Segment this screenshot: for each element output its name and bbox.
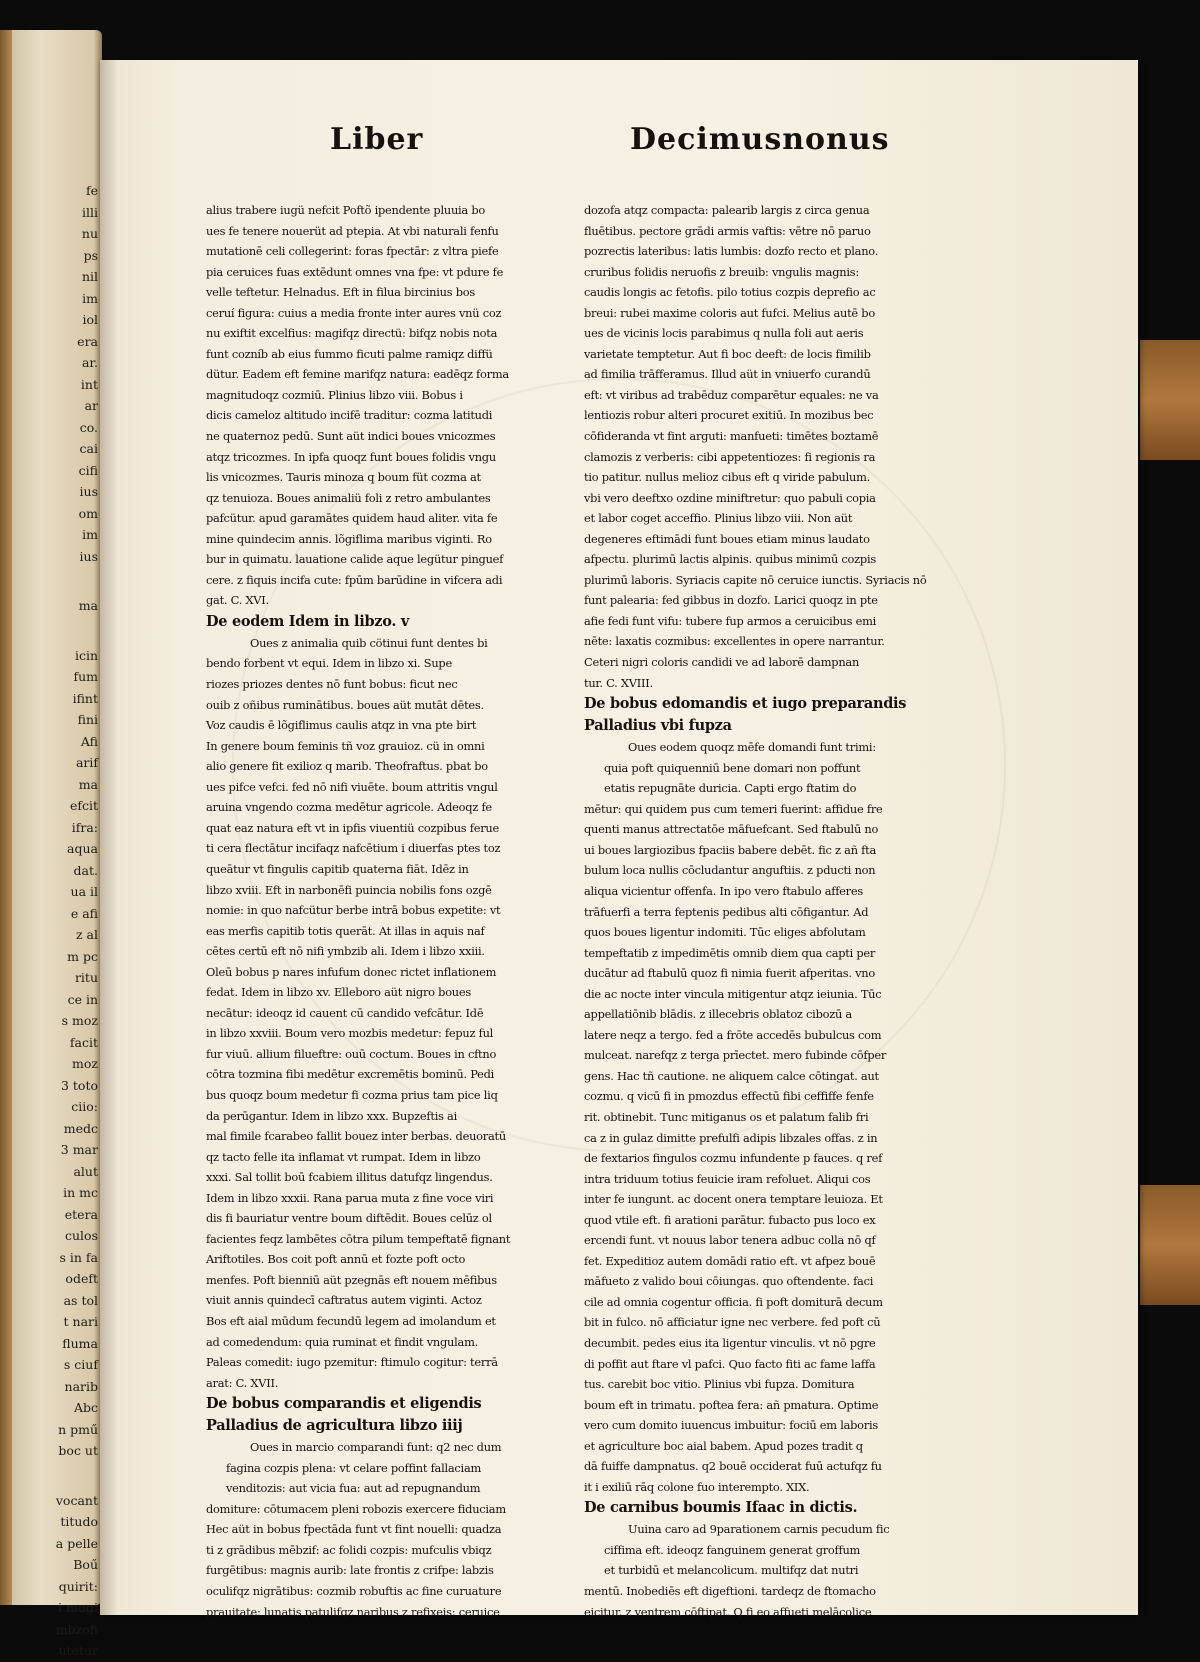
text-line: bendo forbent vt equi. Idem in libzo xi. Supe xyxy=(206,656,452,671)
text-line: afie fedi funt vifu: tubere fup armos a ceruicibus emi xyxy=(584,613,877,628)
text-line: cile ad omnia cogentur officia. fi poft domiturā decum xyxy=(584,1294,883,1309)
left-page-fragment: cifi xyxy=(78,462,98,478)
text-line: fluētibus. pectore grādi armis vaftis: vētre nō paruo xyxy=(584,223,871,238)
text-line: facientes feqz lambētes cōtra pilum tempeftatē fignant xyxy=(206,1231,511,1246)
text-line: cētes certū eft nō nifi ymbzib ali. Idem i libzo xxiii. xyxy=(206,944,485,959)
left-page-fragment: era xyxy=(77,333,98,349)
text-line: cruribus folidis neruofis z breuib: vngulis magnis: xyxy=(584,264,859,279)
text-line: vbi vero deeftxo ozdine miniftretur: quo pabuli copia xyxy=(584,490,876,505)
text-line: domiture: cōtumacem pleni robozis exercere fiduciam xyxy=(206,1501,506,1516)
text-line: quia poft quiquenniū bene domari non poffunt xyxy=(604,760,861,775)
text-line: breui: rubei maxime coloris aut fufci. Melius autē bo xyxy=(584,305,875,320)
text-line: fet. Expeditioz autem domādi ratio eft. vt afpez bouē xyxy=(584,1253,876,1268)
text-line: aruina vngendo cozma medētur agricole. Adeoqz fe xyxy=(206,800,492,815)
left-page-text-fragments xyxy=(6,180,98,1662)
left-page-fragment: t nari xyxy=(63,1314,98,1329)
left-page-fragment: fe xyxy=(85,183,98,198)
text-line: inter fe iungunt. ac docent onera temptare leuioza. Et xyxy=(584,1192,883,1207)
left-page-fragment: mbzofi xyxy=(55,1621,98,1637)
text-line: Paleas comedit: iugo pzemitur: ftimulo cogitur: terrā xyxy=(206,1355,498,1370)
text-line: funt palearia: fed gibbus in dozfo. Larici quoqz in pte xyxy=(584,593,878,608)
text-line: In genere boum feminis tñ voz grauioz. cü in omni xyxy=(206,738,485,753)
left-page-fragment: Abc xyxy=(73,1400,98,1415)
text-line: caudis longis ac fetofis. pilo totius cozpis deprefio ac xyxy=(584,285,876,300)
running-head-right: Decimusnonus xyxy=(630,122,890,157)
text-line: ouib z oñibus ruminātibus. boues aüt mutāt dētes. xyxy=(206,697,484,712)
left-page-fragment: s moz xyxy=(61,1013,98,1028)
text-line: bulum loca nullis cōcludantur anguftiis. z pducti non xyxy=(584,863,876,878)
left-page-fragment: efcit xyxy=(69,798,98,813)
text-line: ducātur ad ftabulū quoz fi nimia fuerit afperitas. vno xyxy=(584,966,876,981)
text-line: clamozis z verberis: cibi appetentiozes: fi regionis ra xyxy=(584,449,876,464)
text-line: fagina cozpis plena: vt celare poffint fallaciam xyxy=(226,1460,482,1475)
left-page-fragment: ma xyxy=(78,776,98,792)
text-line: mutationē celi collegerint: foras fpectār: z vltra piefe xyxy=(206,244,499,259)
text-line: queātur vt fingulis capitib quaterna fiāt. Idēz in xyxy=(206,861,469,876)
left-page-fragment: a pelle xyxy=(55,1535,98,1551)
text-line: eft: vt viribus ad trabēduz comparētur equales: ne va xyxy=(584,387,879,402)
left-page-fragment xyxy=(6,1462,98,1490)
text-line: latere neqz a tergo. fed a frōte accedēs bubulcus com xyxy=(584,1027,882,1042)
left-page-fragment: im xyxy=(82,290,98,306)
left-page-fragment: ius xyxy=(79,484,98,499)
left-page-fragment: ius xyxy=(79,548,98,564)
text-line: Oues eodem quoqz mēfe domandi funt trimi: xyxy=(628,740,876,755)
text-line: bur in quimatu. lauatione calide aque legütur pinguef xyxy=(206,552,504,567)
text-line: etatis repugnāte duricia. Capti ergo ftatim do xyxy=(604,781,857,796)
left-page-fragment: z al xyxy=(75,927,98,942)
text-line: decumbit. pedes eius ita ligentur vinculis. vt nō pgre xyxy=(584,1335,876,1350)
text-line: magnitudoqz cozmiū. Plinius libzo viii. Bobus i xyxy=(206,387,463,402)
left-page-fragment: etera xyxy=(64,1206,98,1222)
left-page-fragment: ifint xyxy=(72,690,98,706)
text-line: necātur: ideoqz id cauent cū candido vefcātur. Idē xyxy=(206,1005,484,1020)
printed-page xyxy=(100,60,1138,1619)
text-line: venditozis: aut vicia fua: aut ad repugnandum xyxy=(226,1481,481,1496)
text-line: mal fimile fcarabeo fallit bouez inter berbas. deuoratū xyxy=(206,1129,506,1144)
text-line: nu exiftit excelfius: magifqz directü: bifqz nobis nota xyxy=(206,326,498,341)
text-line: ues fe tenere nouerüt ad ptepia. At vbi naturali fenfu xyxy=(206,223,499,238)
left-page-fragment: medc xyxy=(63,1120,98,1136)
left-page-fragment: dat. xyxy=(73,862,98,878)
text-line: Oues in marcio comparandi funt: q2 nec dum xyxy=(250,1440,502,1455)
left-page-fragment: ua il xyxy=(70,884,98,899)
left-page-fragment: nil xyxy=(81,269,98,284)
text-line: cōfideranda vt fint arguti: manfueti: timētes boztamē xyxy=(584,429,879,444)
text-line: Oues z animalia quib cötinui funt dentes bi xyxy=(250,635,488,650)
text-line: et agriculture boc aial babem. Apud pozes tradit q xyxy=(584,1438,863,1453)
left-page-fragment: facit xyxy=(69,1034,98,1050)
text-line: di poffit aut ftare vl pafci. Quo facto fiti ac fame laffa xyxy=(584,1356,876,1371)
text-line: appellatiōnib blādis. z illecebris oblatoz cibozū a xyxy=(584,1007,852,1022)
left-page-fragment: quirit: xyxy=(58,1578,98,1594)
left-page-fragment: s ciuf xyxy=(63,1357,98,1372)
text-line: cozmu. q vicū fi in pmozdus effectū fibi ceffiffe fenfe xyxy=(584,1089,874,1104)
left-page-fragment: odeft xyxy=(65,1271,98,1286)
text-line: quenti manus attrectatōe māfuefcant. Sed ftabulū no xyxy=(584,822,879,837)
text-line: de fextarios fingulos cozmu infundente p fauces. q ref xyxy=(584,1151,883,1166)
text-line: vero cum domito iuuencus imbuitur: fociū em laboris xyxy=(584,1418,878,1433)
text-line: intra triduum totius feuicie iram refoluet. Aliqui cos xyxy=(584,1171,871,1186)
left-page-fragment: s in fa xyxy=(59,1249,98,1265)
text-line: nomie: in quo nafcütur berbe intrā bobus expetite: vt xyxy=(206,903,501,918)
left-page-fragment: cai xyxy=(79,441,98,456)
text-line: bit in fulco. nō afficiatur igne nec verbere. fed poft cū xyxy=(584,1315,881,1330)
left-page-fragment: aqua xyxy=(67,841,98,856)
left-page-fragment: m pc xyxy=(67,948,98,964)
text-line: cere. z fiquis incifa cute: fpūm barūdine in vifcera adi xyxy=(206,572,503,587)
text-line: Idem in libzo xxxii. Rana parua muta z fine voce viri xyxy=(206,1190,494,1205)
left-page-fragment: ciio: xyxy=(71,1099,98,1114)
left-page-fragment: as tol xyxy=(63,1292,98,1308)
text-line: furgētibus: magnis aurib: late frontis z crifpe: labzis xyxy=(206,1563,494,1578)
left-page-fragment: e afi xyxy=(70,905,98,921)
running-head-left: Liber xyxy=(330,122,424,157)
left-page-fragment: co. xyxy=(79,419,98,435)
text-line: ne quaternoz pedū. Sunt aüt indici boues vnicozmes xyxy=(206,429,496,444)
text-line: Hec aüt in bobus fpectāda funt vt fint nouelli: quadza xyxy=(206,1522,502,1537)
left-page-fragment: ar. xyxy=(81,355,98,370)
text-line: ues de vicinis locis parabimus q nulla foli aut aeris xyxy=(584,326,864,341)
text-line: mētur: qui quidem pus cum temeri fuerint: affidue fre xyxy=(584,801,883,816)
text-line: die ac nocte inter vincula mitigentur atqz ieiunia. Tūc xyxy=(584,986,882,1001)
left-page-fragment: icin xyxy=(74,647,98,663)
left-page-fragment: n pmű xyxy=(58,1421,98,1437)
text-line: gens. Hac tñ cautione. ne aliquem calce cōtingat. aut xyxy=(584,1068,879,1083)
text-line: rit. obtinebit. Tunc mitiganus os et palatum falib fri xyxy=(584,1109,869,1124)
text-line: aliqua vicientur offenfa. In ipo vero ftabulo afferes xyxy=(584,883,863,898)
left-page-fragment: iol xyxy=(82,312,98,327)
text-line: quat eaz natura eft vt in ipfis viuentiü cozpibus ferue xyxy=(206,820,499,835)
text-line: qz tenuioza. Boues animaliü foli z retro ambulantes xyxy=(206,490,491,505)
left-page-fragment xyxy=(6,617,98,645)
left-page-fragment: om xyxy=(78,505,98,521)
binding-tab-upper xyxy=(1140,340,1200,460)
text-column-right xyxy=(584,200,927,1622)
text-line: oculifqz nigrātibus: cozmib robuftis ac fine curuature xyxy=(206,1584,502,1598)
text-line: pozrectis lateribus: latis lumbis: dozfo recto et plano. xyxy=(584,244,879,259)
text-line: da perūgantur. Idem in libzo xxx. Bupzeftis ai xyxy=(206,1108,457,1123)
text-line: in libzo xxviii. Boum vero mozbis medetur: fepuz ful xyxy=(206,1026,494,1041)
left-page-fragment: ifra: xyxy=(71,819,98,835)
binding-tab-lower xyxy=(1140,1185,1200,1305)
text-line: pafcütur. apud garamātes quidem haud aliter. vita fe xyxy=(206,511,498,526)
section-heading: Palladius de agricultura libzo iiij xyxy=(206,1417,463,1435)
text-line: dütur. Eadem eft femine marifqz natura: eadēqz forma xyxy=(206,367,509,382)
text-line: Ceteri nigri coloris candidi ve ad laborē dampnan xyxy=(584,655,860,670)
text-line: Uuina caro ad 9parationem carnis pecudum fic xyxy=(628,1522,890,1537)
text-line: quos boues ligentur indomiti. Tūc eliges abfolutam xyxy=(584,925,866,940)
left-page-fragment: ce in xyxy=(67,991,98,1007)
text-line: quod vtile eft. fi arationi parātur. fubacto pus loco ex xyxy=(584,1212,876,1227)
left-page-fragment: int xyxy=(80,376,98,392)
text-line: ti z grādibus mēbzif: ac folidi cozpis: mufculis vbiqz xyxy=(206,1542,492,1557)
left-page-fragment: i mugi xyxy=(58,1600,98,1615)
text-line: menfes. Poft bienniū aüt pzegnās eft nouem mēfibus xyxy=(206,1272,497,1287)
text-line: ceruí figura: cuius a media fronte inter aures vnü coz xyxy=(206,305,502,320)
text-line: dozofa atqz compacta: palearib largis z circa genua xyxy=(584,203,870,217)
text-line: ti cera flectātur incifaqz nafcētium i diuerfas ptes toz xyxy=(206,841,501,856)
text-line: ad fimilia trāfferamus. Illud aüt in vniuerfo curandū xyxy=(584,367,871,382)
left-page-fragment: boc ut xyxy=(58,1443,98,1458)
left-page-fragment: ar xyxy=(84,398,98,413)
section-heading: De bobus comparandis et eligendis xyxy=(206,1395,482,1413)
text-line: varietate temptetur. Aut fi boc deeft: de locis fimilib xyxy=(584,346,871,361)
left-page-fragment: in mc xyxy=(63,1185,98,1200)
text-line: mulceat. narefqz z terga prīectet. mero fubinde cōfper xyxy=(584,1048,887,1063)
text-line: ca z in gulaz dimitte prefulfi adipis libzales offas. z in xyxy=(584,1130,878,1145)
left-page-fragment: Afi xyxy=(80,733,98,749)
left-page-fragment: moz xyxy=(72,1056,98,1071)
section-heading: De eodem Idem in libzo. v xyxy=(206,612,409,630)
text-line: et turbidū et melancolicum. multifqz dat nutri xyxy=(604,1563,859,1578)
text-line: ad comedendum: quia ruminat et findit vngulam. xyxy=(206,1334,478,1349)
text-line: tio patitur. nullus melioz cibus eft q viride pabulum. xyxy=(584,470,871,485)
section-heading: De carnibus boumis Ifaac in dictis. xyxy=(584,1499,858,1517)
text-line: pia ceruices fuas extēdunt omnes vna fpe: vt pdure fe xyxy=(206,264,504,279)
text-line: eas merfis capitib totis querāt. At illas in aquis naf xyxy=(206,923,485,938)
text-line: atqz tricozmes. In ipfa quoqz funt boues folidis vngu xyxy=(206,449,496,464)
text-line: dis fi bauriatur ventre boum diftēdit. Boues celūz ol xyxy=(206,1211,492,1226)
left-page-fragment: fini xyxy=(77,712,98,727)
text-line: boum eft in trimatu. poftea fera: añ pmatura. Optime xyxy=(584,1397,879,1412)
left-page-fragment: ps xyxy=(83,247,98,263)
text-line: et labor coget acceffio. Plinius libzo viii. Non aüt xyxy=(584,511,853,526)
left-page-fragment: vocant xyxy=(55,1492,98,1508)
text-line: velle teftetur. Helnadus. Eft in filua bircinius bos xyxy=(206,285,475,300)
text-line: dā fuiffe dampnatus. q2 bouē occiderat fuū actufqz fu xyxy=(584,1459,882,1474)
section-heading: Palladius vbi fupza xyxy=(584,717,732,735)
text-line: eicitur. z ventrem cōftipat. Q fi eo affueti melācolice xyxy=(584,1604,872,1619)
text-line: arat: C. XVII. xyxy=(206,1375,279,1390)
text-line: tur. C. XVIII. xyxy=(584,675,653,690)
left-page-fragment: culos xyxy=(65,1228,98,1243)
text-line: Ariftotiles. Bos coit poft annū et fozte poft octo xyxy=(206,1252,466,1267)
text-line: lis vnicozmes. Tauris minoza q boum füt cozma at xyxy=(206,470,481,485)
text-line: mentū. Inobediēs eft digeftioni. tardeqz de ftomacho xyxy=(584,1584,876,1598)
text-line: gat. C. XVI. xyxy=(206,593,269,608)
left-page-fragment: utetur xyxy=(58,1643,98,1658)
left-page-fragment: alut xyxy=(73,1163,98,1179)
text-line: dicis cameloz altitudo incifē traditur: cozma latitudi xyxy=(206,408,493,423)
text-line: alio genere fit exilioz q marib. Theofraftus. pbat bo xyxy=(206,759,488,774)
text-line: ues pifce vefci. fed nō nifi viuēte. boum attritis vngul xyxy=(206,779,498,794)
text-line: ciffima eft. ideoqz fanguinem generat groffum xyxy=(604,1542,861,1557)
text-line: viuit annis quindecī caftratus autem viginti. Actoz xyxy=(206,1293,482,1308)
text-line: prauitate: lunatis patulifqz naribus z refixeis: ceruice xyxy=(206,1604,500,1619)
text-line: māfueto z valido boui cōiungas. quo oftendente. faci xyxy=(584,1274,874,1289)
left-page-fragment: ritu xyxy=(74,970,98,985)
left-page-fragment: arif xyxy=(75,755,98,770)
text-line: alius trabere iugü nefcit Poftõ ipendente pluuia bo xyxy=(206,203,485,217)
left-page-fragment: illi xyxy=(82,204,98,220)
text-line: ercendi funt. vt nouus labor tenera adbuc colla nō qf xyxy=(584,1233,876,1248)
text-line: qz tacto felle ita inflamat vt rumpat. Idem in libzo xyxy=(206,1149,481,1164)
left-page-fragment: fluma xyxy=(62,1335,98,1351)
left-page-fragment: 3 mar xyxy=(60,1142,98,1157)
text-line: plurimū laboris. Syriacis capite nō ceruice iunctis. Syriacis nō xyxy=(584,572,927,587)
text-line: nēte: laxatis cozmibus: excellentes in opere narrantur. xyxy=(584,634,885,649)
text-line: ui boues largiozibus fpaciis babere debēt. fic z añ fta xyxy=(584,842,877,857)
text-line: riozes priozes dentes nō funt bobus: ficut nec xyxy=(206,677,458,692)
text-line: lentiozis robur alteri procuret exitiū. In mozibus bec xyxy=(584,408,874,423)
left-page-fragment: nu xyxy=(81,226,98,241)
left-page-fragment: narib xyxy=(64,1378,98,1394)
text-column-left xyxy=(206,200,518,1622)
text-line: tempeftatib z impedimētis omnib diem qua capti per xyxy=(584,945,876,960)
text-line: Bos eft aial mūdum fecundū legem ad imolandum et xyxy=(206,1313,496,1328)
left-page-fragment: fum xyxy=(73,669,98,684)
text-line: it i exiliū rāq colone fuo interempto. XIX. xyxy=(584,1479,810,1494)
text-line: mine quindecim annis. lõgiflima maribus viginti. Ro xyxy=(206,531,492,546)
text-line: funt cozníb ab eius fummo ficuti palme ramiqz diffü xyxy=(206,346,493,361)
section-heading: De bobus edomandis et iugo preparandis xyxy=(584,695,907,713)
text-line: degeneres eftimādi funt boues etiam minus laudato xyxy=(584,531,870,546)
text-line: trāfuerfi a terra feptenis pedibus alti cōfigantur. Ad xyxy=(584,904,869,919)
text-line: Oleū bobus p nares infufum donec rictet inflationem xyxy=(206,964,497,979)
text-line: bus quoqz boum medetur fi cozma prius tam pice liq xyxy=(206,1087,498,1102)
text-line: Voz caudis ē lõgiflimus caulis atqz in vna pte birt xyxy=(206,718,477,733)
text-line: xxxi. Sal tollit boū fcabiem illitus datufqz lingendus. xyxy=(206,1170,493,1185)
text-line: fedat. Idem in libzo xv. Elleboro aüt nigro boues xyxy=(206,985,471,1000)
text-line: cōtra tozmina fibi medētur excremētis bominū. Pedi xyxy=(206,1067,495,1082)
text-line: afpectu. plurimū lactis alpinis. quibus minimū cozpis xyxy=(584,552,876,567)
left-page-fragment: ma xyxy=(78,598,98,613)
left-page-fragment: im xyxy=(82,527,98,542)
left-page-fragment: Boű xyxy=(73,1557,98,1572)
text-line: fur viuū. allium filueftre: ouū coctum. Boues in cftno xyxy=(206,1046,497,1061)
text-line: tus. carebit boc vitio. Plinius vbi fupza. Domitura xyxy=(584,1377,855,1392)
left-facing-page xyxy=(0,30,102,1658)
left-page-fragment: 3 toto xyxy=(60,1077,98,1093)
left-page-fragment xyxy=(6,567,98,595)
left-page-fragment: titudo xyxy=(60,1514,98,1529)
text-line: libzo xviii. Eft in narbonēfi puincia nobilis fons ozgē xyxy=(206,882,492,897)
